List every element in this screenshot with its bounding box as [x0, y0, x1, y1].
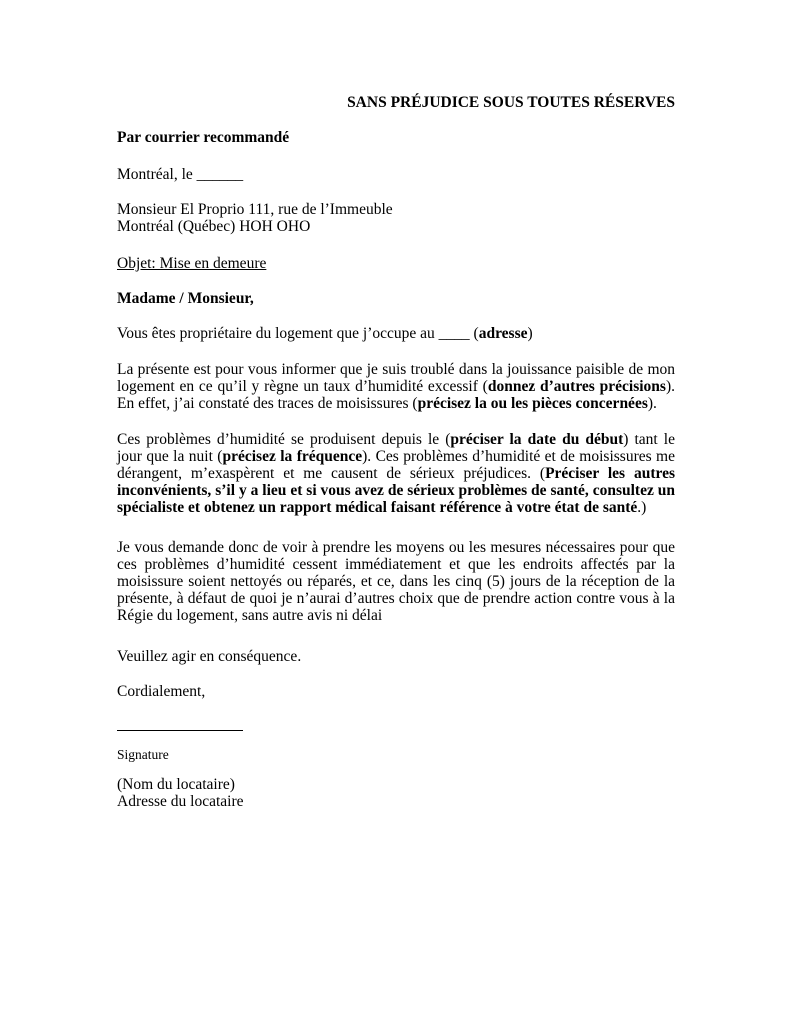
paragraph-1: Vous êtes propriétaire du logement que j’occupe au ____ (adresse) — [117, 325, 533, 342]
recipient-line-1: Monsieur El Proprio 111, rue de l’Immeuble — [117, 201, 393, 218]
recipient-address — [117, 201, 675, 235]
tenant-block — [117, 776, 675, 810]
paragraph-3: Ces problèmes d’humidité se produisent depuis le (préciser la date du début) tant le jour que la nuit (précisez la fréquence). Ces problèmes d’humidité et de moisissures me dérangent, m’exaspèrent et me causent de sérieux préjudices. (Préciser les autres inconvénients, s’il y a lieu et si vous avez de sérieux problèmes de santé, consultez un spécialiste et obtenez un rapport médical faisant référence à votre état de santé.) — [117, 431, 675, 516]
signature-line — [117, 730, 243, 731]
paragraph-2: La présente est pour vous informer que je suis troublé dans la jouissance paisible de mon logement en ce qu’il y règne un taux d’humidité excessif (donnez d’autres précisions). En effet, j’ai constaté des traces de moisissures (précisez la ou les pièces concernées). — [117, 361, 675, 412]
closing-line: Veuillez agir en conséquence. — [117, 648, 302, 665]
tenant-name: (Nom du locataire) — [117, 776, 235, 793]
tenant-address: Adresse du locataire — [117, 793, 244, 810]
signature-label: Signature — [117, 747, 169, 762]
subject-line: Objet: Mise en demeure — [117, 255, 267, 272]
recipient-line-2: Montréal (Québec) HOH OHO — [117, 218, 311, 235]
place-date: Montréal, le ______ — [117, 166, 244, 183]
salutation: Madame / Monsieur, — [117, 290, 254, 307]
legal-mention: SANS PRÉJUDICE SOUS TOUTES RÉSERVES — [347, 94, 675, 111]
closing-greeting: Cordialement, — [117, 683, 206, 700]
paragraph-4: Je vous demande donc de voir à prendre les moyens ou les mesures nécessaires pour que ces problèmes d’humidité cessent immédiatement et que les endroits affectés par la moisissure soient nettoyés ou réparés, et ce, dans les cinq (5) jours de la réception de la présente, à défaut de quoi je n’aurai d’autres choix que de prendre action contre vous à la Régie du logement, sans autre avis ni délai — [117, 539, 675, 624]
delivery-method: Par courrier recommandé — [117, 129, 290, 146]
